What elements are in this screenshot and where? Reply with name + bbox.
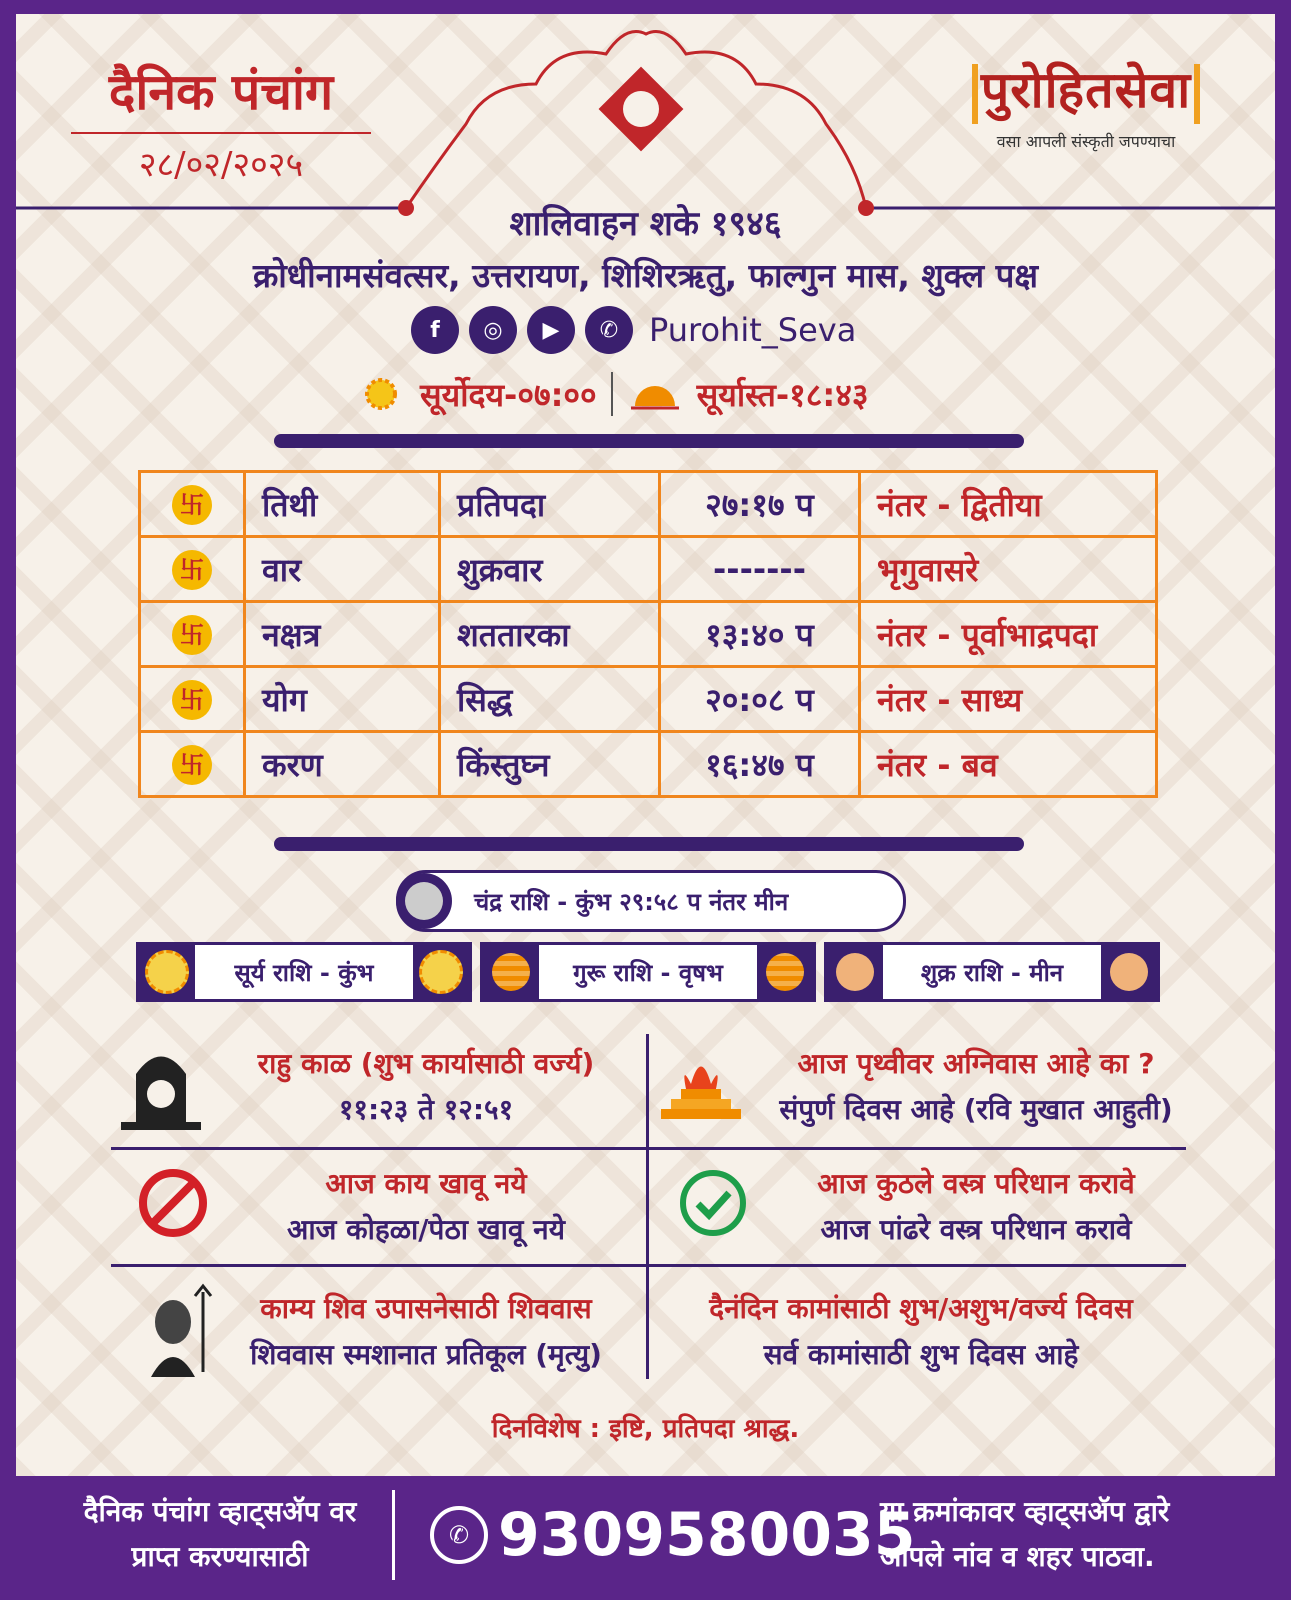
agnivas-box <box>756 1044 1196 1128</box>
row-time: ------- <box>660 537 860 602</box>
row-value: शततारका <box>440 602 660 667</box>
sun-icon <box>413 945 469 999</box>
sun-icon <box>139 945 195 999</box>
rahu-title: राहु काळ (शुभ कार्यासाठी वर्ज्य) <box>257 1047 595 1080</box>
footer-right-line1: या क्रमांकावर व्हाट्सॲप द्वारे <box>880 1495 1170 1528</box>
instagram-icon[interactable]: ◎ <box>469 306 517 354</box>
sunrise-time: सूर्योदय-०७:०० <box>420 375 597 414</box>
swastik-icon: 卐 <box>172 550 212 590</box>
shivvas-title: काम्य शिव उपासनेसाठी शिववास <box>260 1292 592 1325</box>
dinvishesh: दिनविशेष : इष्टि, प्रतिपदा श्राद्ध. <box>491 1414 800 1444</box>
row-next: नंतर - पूर्वाभाद्रपदा <box>860 602 1157 667</box>
facebook-icon[interactable]: f <box>411 306 459 354</box>
social-handle[interactable]: Purohit_Seva <box>649 311 857 349</box>
panchang-date: २८/०२/२०२५ <box>71 132 371 186</box>
row-name: करण <box>245 732 440 797</box>
guru-rashi <box>480 942 816 1002</box>
whatsapp-icon[interactable]: ✆ <box>585 306 633 354</box>
day-title: दैनंदिन कामांसाठी शुभ/अशुभ/वर्ज्य दिवस <box>709 1292 1133 1325</box>
row-value: सिद्ध <box>440 667 660 732</box>
table-row <box>140 472 1157 537</box>
cloth-value: आज पांढरे वस्त्र परिधान करावे <box>820 1213 1132 1246</box>
shiva-icon <box>131 1282 216 1377</box>
shivvas-box <box>216 1289 636 1373</box>
row-next: नंतर - साध्य <box>860 667 1157 732</box>
sunset-icon <box>627 374 683 414</box>
swastik-icon: 卐 <box>172 485 212 525</box>
rahu-icon <box>116 1034 206 1134</box>
row-value: किंस्तुघ्न <box>440 732 660 797</box>
footer-phone[interactable] <box>430 1500 915 1570</box>
row-value: प्रतिपदा <box>440 472 660 537</box>
brand-tagline: वसा आपली संस्कृती जपण्याचा <box>996 131 1176 151</box>
row-value: शुक्रवार <box>440 537 660 602</box>
social-row <box>411 306 856 354</box>
surya-rashi <box>136 942 472 1002</box>
row-time: १३:४० प <box>660 602 860 667</box>
row-name: वार <box>245 537 440 602</box>
moon-rashi-text: चंद्र राशि - कुंभ २९:५८ प नंतर मीन <box>474 887 789 916</box>
samvatsar-line: क्रोधीनामसंवत्सर, उत्तरायण, शिशिरऋतु, फाल्गुन मास, शुक्ल पक्ष <box>252 256 1039 295</box>
footer-left-line2: प्राप्त करण्यासाठी <box>131 1539 309 1573</box>
row-time: २०:०८ प <box>660 667 860 732</box>
agnivas-title: आज पृथ्वीवर अग्निवास आहे का ? <box>797 1047 1155 1080</box>
row-next: नंतर - बव <box>860 732 1157 797</box>
row-next: नंतर - द्वितीया <box>860 472 1157 537</box>
prohibited-icon <box>136 1166 210 1240</box>
grid-divider <box>646 1034 649 1379</box>
rahu-kaal-box <box>216 1044 636 1128</box>
table-row <box>140 732 1157 797</box>
guru-rashi-text: गुरू राशि - वृषभ <box>573 958 723 987</box>
venus-icon <box>1101 945 1157 999</box>
venus-icon <box>827 945 883 999</box>
page-title: दैनिक पंचांग <box>108 63 334 121</box>
youtube-icon[interactable]: ▶ <box>527 306 575 354</box>
day-box <box>656 1289 1186 1373</box>
footer-right-line2: आपले नांव व शहर पाठवा. <box>880 1539 1155 1573</box>
grid-divider <box>111 1264 1186 1267</box>
table-row <box>140 602 1157 667</box>
footer-left <box>50 1490 390 1580</box>
cloth-title: आज कुठले वस्त्र परिधान करावे <box>817 1167 1135 1200</box>
panchang-card <box>16 14 1275 1476</box>
surya-rashi-text: सूर्य राशि - कुंभ <box>234 958 374 987</box>
row-name: नक्षत्र <box>245 602 440 667</box>
phone-number[interactable]: 9309580035 <box>498 1500 916 1570</box>
swastik-icon: 卐 <box>172 745 212 785</box>
rashi-row <box>136 942 1160 1002</box>
row-name: योग <box>245 667 440 732</box>
row-time: १६:४७ प <box>660 732 860 797</box>
swastik-icon: 卐 <box>172 680 212 720</box>
moon-icon <box>396 873 452 929</box>
sun-timings <box>356 369 868 419</box>
jupiter-icon <box>757 945 813 999</box>
footer-left-line1: दैनिक पंचांग व्हाट्सॲप वर <box>83 1495 357 1528</box>
row-next: भृगुवासरे <box>860 537 1157 602</box>
food-box <box>216 1164 636 1248</box>
divider-bar <box>274 434 1024 448</box>
rahu-time: ११:२३ ते १२:५१ <box>338 1093 514 1126</box>
shake-year: शालिवाहन शके १९४६ <box>509 204 782 244</box>
food-value: आज कोहळा/पेठा खावू नये <box>287 1213 565 1246</box>
agnivas-value: संपुर्ण दिवस आहे (रवि मुखात आहुती) <box>779 1093 1173 1126</box>
table-row <box>140 537 1157 602</box>
shukra-rashi-text: शुक्र राशि - मीन <box>920 958 1064 987</box>
divider-bar <box>274 837 1024 851</box>
moon-rashi <box>396 870 906 932</box>
row-name: तिथी <box>245 472 440 537</box>
shivvas-value: शिववास स्मशानात प्रतिकूल (मृत्यु) <box>250 1338 602 1371</box>
cloth-box <box>756 1164 1196 1248</box>
sunrise-icon <box>356 369 406 419</box>
brand-name: पुरोहितसेवा <box>936 54 1236 124</box>
day-value: सर्व कामांसाठी शुभ दिवस आहे <box>763 1338 1079 1371</box>
panchang-table <box>138 470 1158 798</box>
check-icon <box>676 1166 750 1240</box>
havan-kund-icon <box>651 1044 751 1124</box>
jupiter-icon <box>483 945 539 999</box>
whatsapp-icon: ✆ <box>430 1506 488 1564</box>
brand-logo <box>936 54 1236 152</box>
row-time: २७:१७ प <box>660 472 860 537</box>
shukra-rashi <box>824 942 1160 1002</box>
footer-divider <box>392 1490 395 1580</box>
swastik-icon: 卐 <box>172 615 212 655</box>
sunset-time: सूर्यास्त-१८:४३ <box>696 375 869 414</box>
table-row <box>140 667 1157 732</box>
food-title: आज काय खावू नये <box>325 1167 527 1200</box>
footer-right <box>880 1490 1240 1580</box>
grid-divider <box>111 1147 1186 1150</box>
